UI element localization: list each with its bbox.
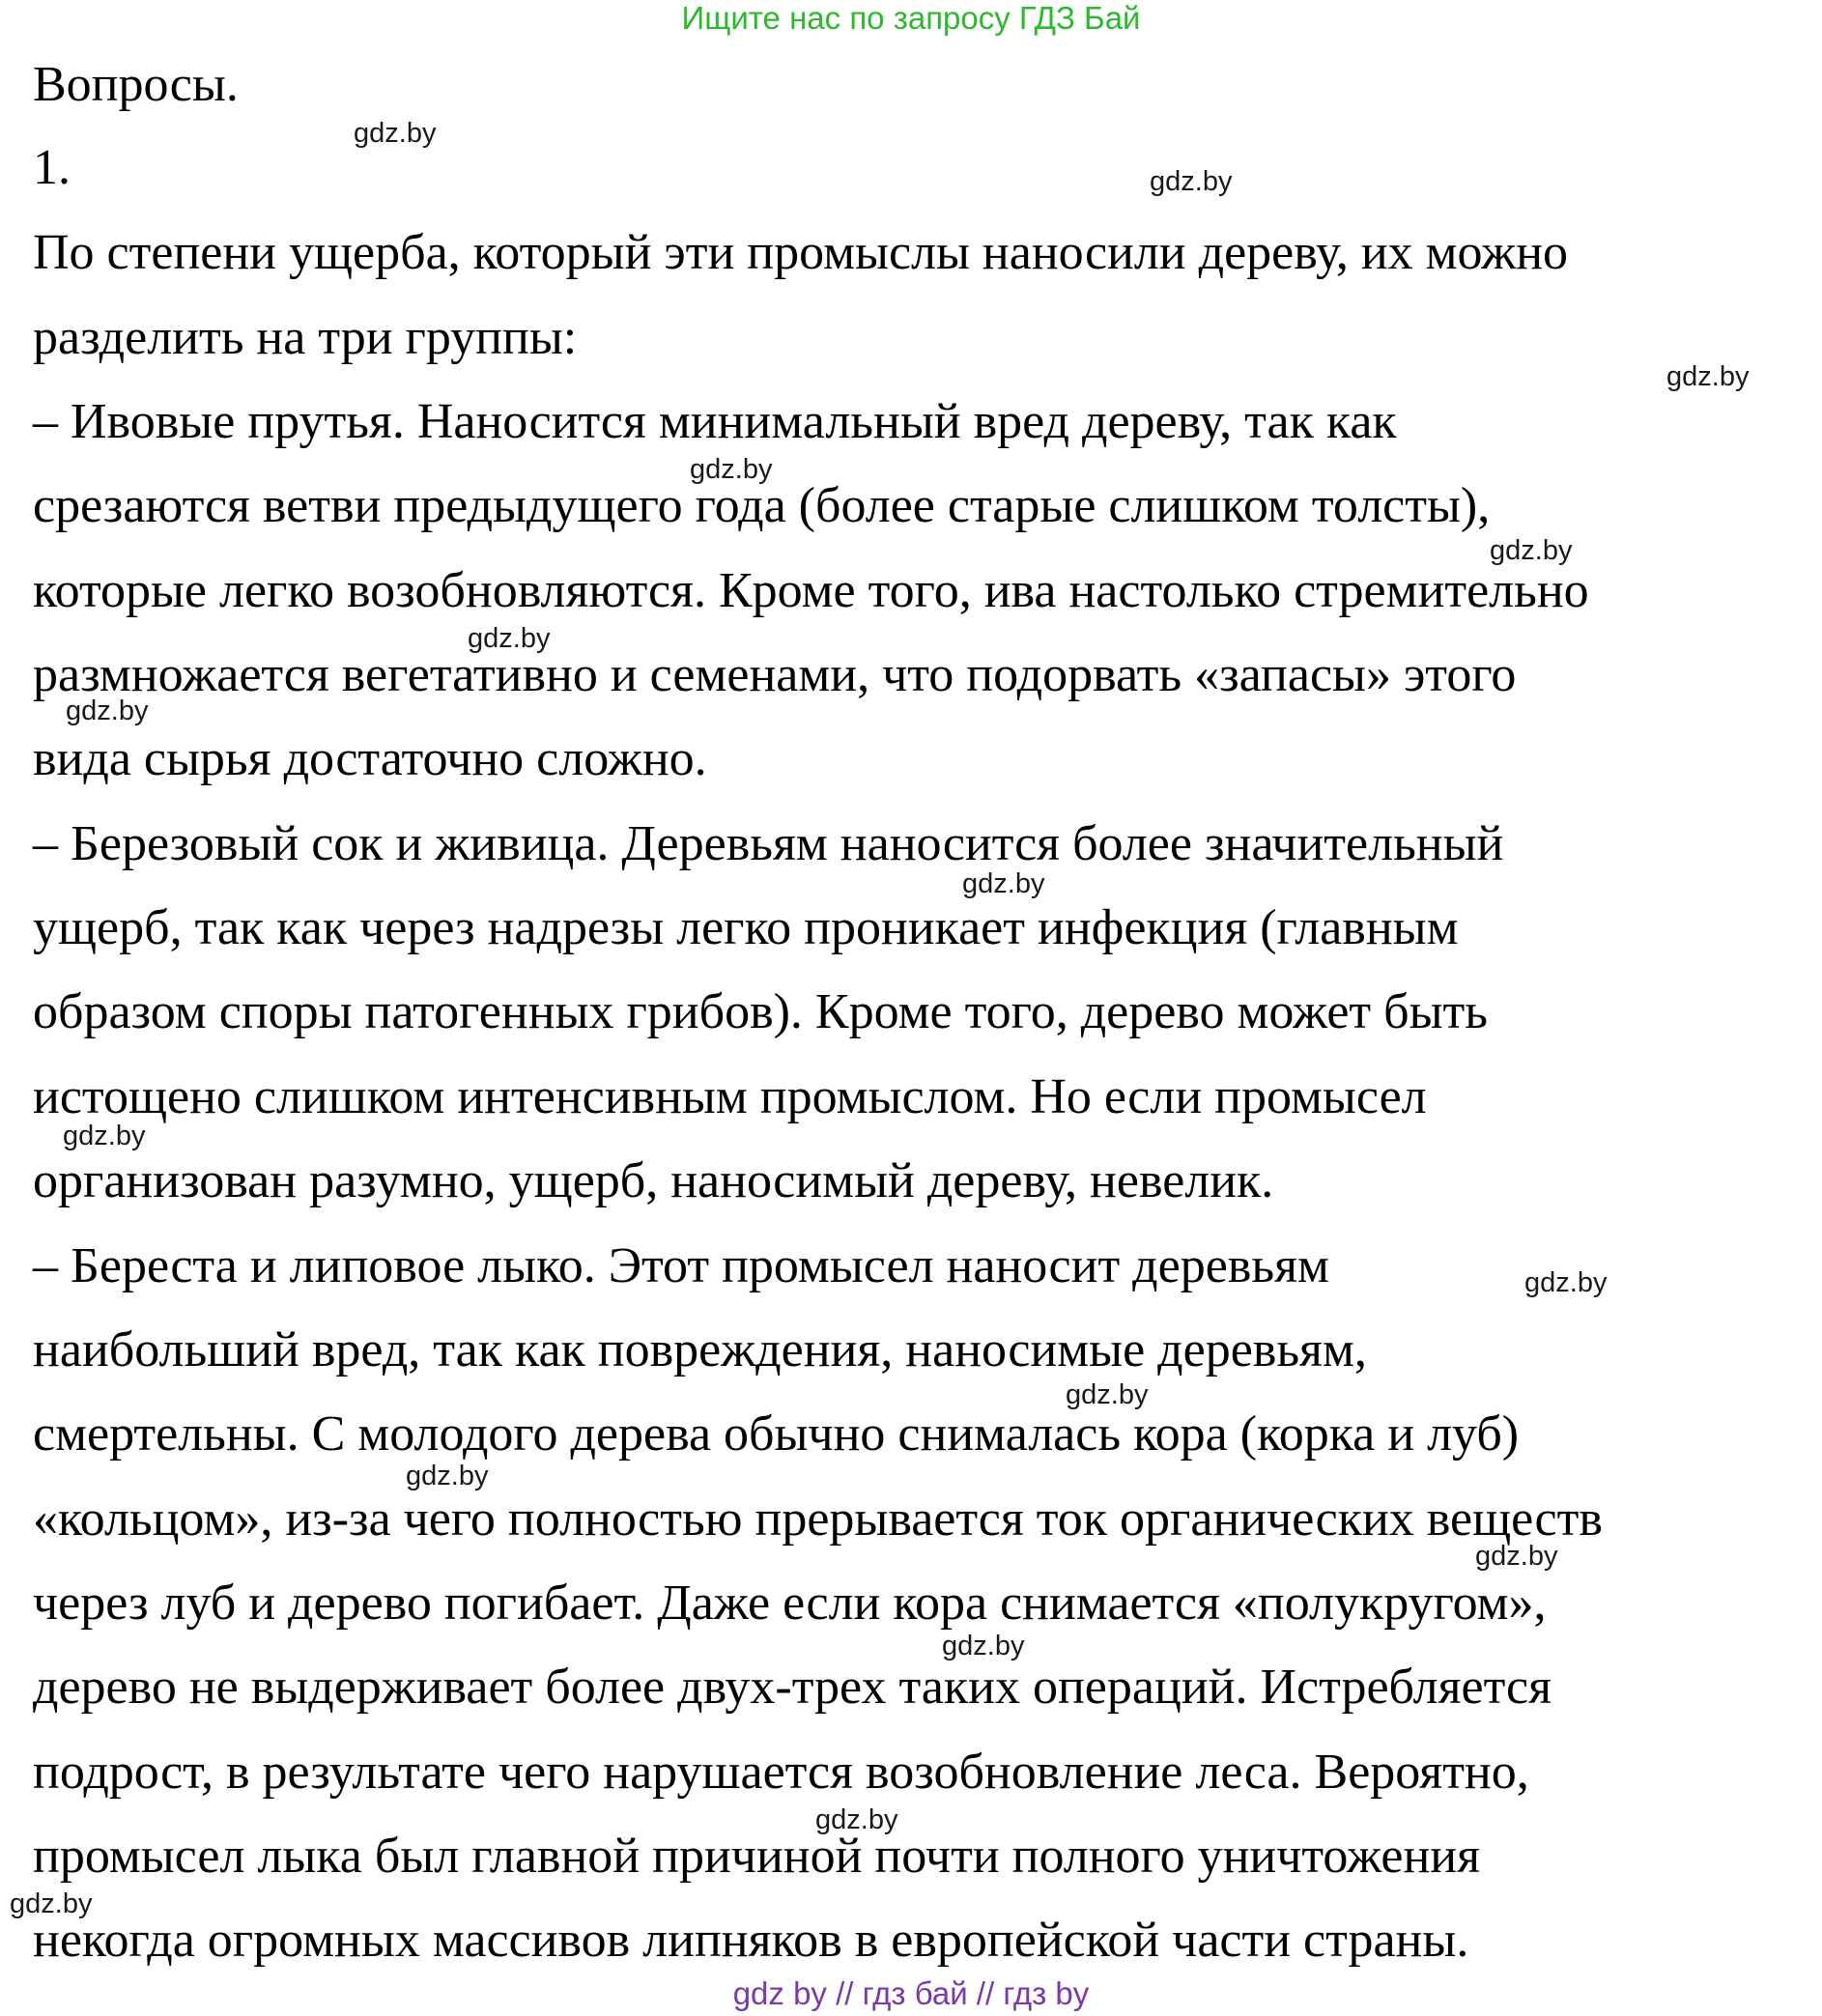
answer-line: вида сырья достаточно сложно.: [33, 731, 707, 786]
watermark: gdz.by: [468, 623, 551, 654]
footer-links: gdz by // гдз бай // гдз by: [732, 1975, 1090, 2011]
watermark: gdz.by: [1066, 1379, 1149, 1410]
answer-line: промысел лыка был главной причиной почти полного уничтожения: [33, 1829, 1481, 1884]
watermark: gdz.by: [63, 1121, 146, 1151]
watermark: gdz.by: [1150, 166, 1233, 197]
watermark: gdz.by: [354, 118, 437, 149]
answer-line: смертельны. С молодого дерева обычно снималась кора (корка и луб): [33, 1406, 1520, 1462]
answer-line: «кольцом», из-за чего полностью прерывается ток органических веществ: [33, 1491, 1603, 1547]
answer-line: которые легко возобновляются. Кроме того, ива настолько стремительно: [33, 563, 1589, 618]
answer-line: образом споры патогенных грибов). Кроме того, дерево может быть: [33, 984, 1488, 1039]
watermark: gdz.by: [1666, 361, 1750, 392]
answer-line: – Ивовые прутья. Наносится минимальный вред дереву, так как: [33, 394, 1397, 449]
answer-line: срезаются ветви предыдущего года (более старые слишком толсты),: [33, 478, 1491, 533]
answer-line: ущерб, так как через надрезы легко проникает инфекция (главным: [33, 900, 1459, 955]
watermark: gdz.by: [690, 454, 773, 485]
answer-line: – Березовый сок и живица. Деревьям наносится более значительный: [33, 816, 1504, 871]
watermark: gdz.by: [962, 868, 1045, 899]
question-number: 1.: [33, 140, 71, 195]
watermark: gdz.by: [406, 1461, 489, 1491]
answer-line: истощено слишком интенсивным промыслом. Но если промысел: [33, 1069, 1427, 1124]
site-banner: Ищите нас по запросу ГДЗ Бай: [681, 0, 1141, 36]
watermark: gdz.by: [1490, 535, 1573, 566]
watermark: gdz.by: [66, 696, 149, 726]
answer-line: По степени ущерба, который эти промыслы наносили дереву, их можно: [33, 225, 1569, 280]
answer-line: – Береста и липовое лыко. Этот промысел наносит деревьям: [33, 1238, 1329, 1293]
answer-line: разделить на три группы:: [33, 310, 578, 365]
watermark: gdz.by: [815, 1804, 898, 1835]
answer-line: размножается вегетативно и семенами, что подорвать «запасы» этого: [33, 647, 1517, 702]
answer-line: через луб и дерево погибает. Даже если кора снимается «полукругом»,: [33, 1576, 1547, 1631]
answer-line: организован разумно, ущерб, наносимый дереву, невелик.: [33, 1153, 1274, 1208]
answer-line: наибольший вред, так как повреждения, наносимые деревьям,: [33, 1322, 1367, 1377]
watermark: gdz.by: [942, 1631, 1025, 1661]
answer-line: подрост, в результате чего нарушается возобновление леса. Вероятно,: [33, 1745, 1529, 1800]
watermark: gdz.by: [10, 1888, 93, 1919]
watermark: gdz.by: [1475, 1541, 1558, 1572]
section-heading: Вопросы.: [33, 57, 239, 112]
answer-line: некогда огромных массивов липняков в европейской части страны.: [33, 1913, 1469, 1968]
watermark: gdz.by: [1524, 1267, 1608, 1298]
answer-line: дерево не выдерживает более двух-трех таких операций. Истребляется: [33, 1660, 1552, 1715]
